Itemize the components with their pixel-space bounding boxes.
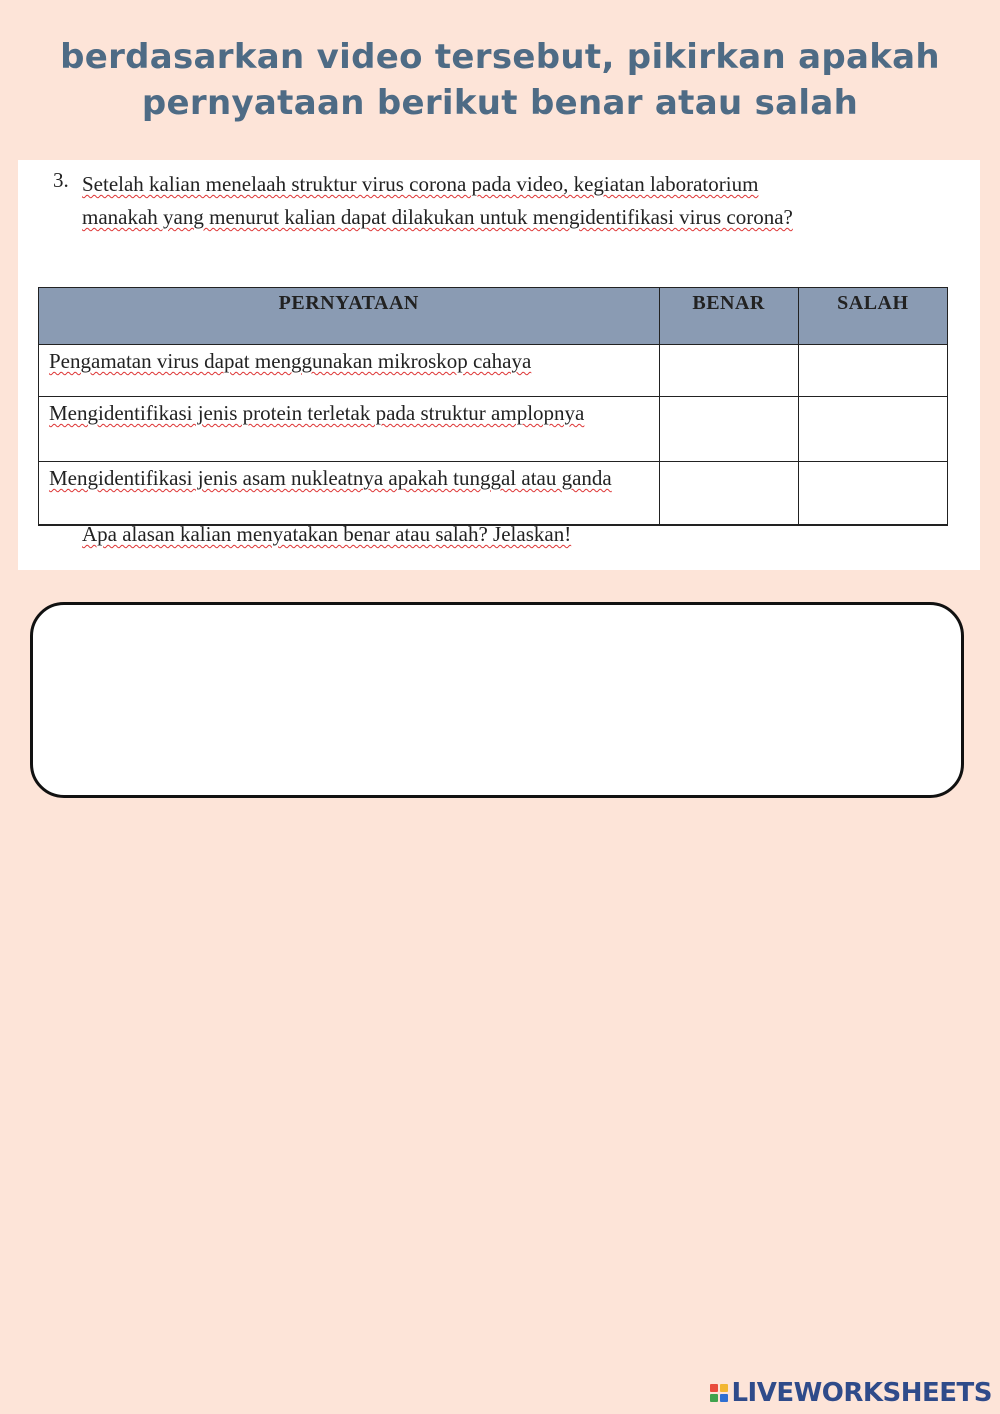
logo-square [720, 1384, 728, 1392]
logo-square [720, 1394, 728, 1402]
table-row [39, 397, 948, 462]
salah-cell[interactable] [798, 345, 947, 397]
statement-cell: Mengidentifikasi jenis asam nukleatnya apakah tunggal atau ganda [39, 462, 660, 526]
table-row [39, 345, 948, 397]
answer-textbox[interactable] [30, 602, 964, 798]
question-line-1: Setelah kalian menelaah struktur virus corona pada video, kegiatan laboratorium [82, 172, 759, 196]
question-number: 3. [53, 168, 69, 192]
question-text [82, 168, 962, 234]
worksheet-image [18, 160, 980, 570]
liveworksheets-icon [710, 1384, 728, 1402]
statement-cell: Pengamatan virus dapat menggunakan mikroskop cahaya [39, 345, 660, 397]
benar-cell[interactable] [659, 397, 798, 462]
logo-square [710, 1394, 718, 1402]
statement-cell: Mengidentifikasi jenis protein terletak pada struktur amplopnya [39, 397, 660, 462]
salah-cell[interactable] [798, 462, 947, 526]
title-line-2: pernyataan berikut benar atau salah [141, 83, 859, 123]
header-salah: SALAH [798, 288, 947, 345]
statement-table [38, 287, 948, 526]
table-row [39, 462, 948, 526]
benar-cell[interactable] [659, 462, 798, 526]
header-pernyataan: PERNYATAAN [39, 288, 660, 345]
question-line-2: manakah yang menurut kalian dapat dilakukan untuk mengidentifikasi virus corona? [82, 205, 793, 229]
salah-cell[interactable] [798, 397, 947, 462]
header-benar: BENAR [659, 288, 798, 345]
reason-prompt: Apa alasan kalian menyatakan benar atau salah? Jelaskan! [82, 522, 572, 546]
table-header-row [39, 288, 948, 345]
title-line-1: berdasarkan video tersebut, pikirkan apakah [60, 37, 940, 77]
brand-text: LIVEWORKSHEETS [731, 1378, 992, 1408]
benar-cell[interactable] [659, 345, 798, 397]
liveworksheets-logo [710, 1378, 992, 1408]
logo-square [710, 1384, 718, 1392]
page-title [20, 34, 980, 126]
